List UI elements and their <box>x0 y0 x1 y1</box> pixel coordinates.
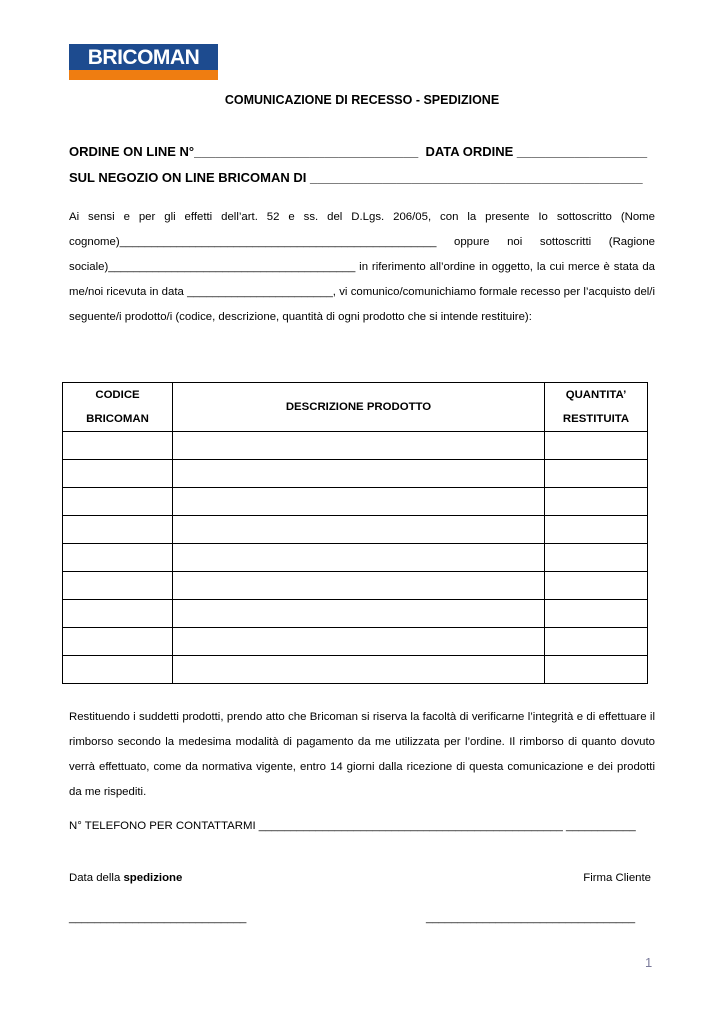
table-header-row <box>63 383 648 432</box>
table-row <box>63 460 648 488</box>
cell-descrizione[interactable] <box>173 432 545 460</box>
intro-paragraph <box>69 205 655 330</box>
refund-paragraph <box>69 705 655 805</box>
cell-codice[interactable] <box>63 572 173 600</box>
customer-signature-label: Firma Cliente <box>583 872 651 884</box>
table-row <box>63 432 648 460</box>
shipping-date-prefix: Data della <box>69 872 124 884</box>
cell-codice[interactable] <box>63 544 173 572</box>
intro-text: Ai sensi e per gli effetti dell’art. 52 e ss. del D.Lgs. 206/05, con la presente Io sottoscritto (Nome cognome)__________________________________________________ oppure noi sottoscritti (Ragione sociale)_______________________________________ in riferimento all’ordine in oggetto, la cui merce è stata da me/noi ricevuta in data _______________________, vi comunico/comunichiamo formale recesso per l’acquisto del/i seguente/i prodotto/i (codice, descrizione, quantità di ogni prodotto che si intende restituire): <box>69 211 655 323</box>
logo-orange-bar <box>69 70 218 80</box>
header-codice-line1: CODICE <box>95 389 140 401</box>
header-quantita-line1: QUANTITA’ <box>565 389 627 401</box>
cell-quantita[interactable] <box>545 656 648 684</box>
shipping-date-label <box>69 872 182 884</box>
cell-quantita[interactable] <box>545 488 648 516</box>
document-title: COMUNICAZIONE DI RECESSO - SPEDIZIONE <box>224 93 500 107</box>
cell-codice[interactable] <box>63 488 173 516</box>
cell-codice[interactable] <box>63 628 173 656</box>
cell-codice[interactable] <box>63 516 173 544</box>
phone-field-line[interactable]: N° TELEFONO PER CONTATTARMI ________________________________________________ ___________ <box>69 820 636 832</box>
cell-descrizione[interactable] <box>173 460 545 488</box>
cell-quantita[interactable] <box>545 432 648 460</box>
cell-codice[interactable] <box>63 460 173 488</box>
cell-descrizione[interactable] <box>173 544 545 572</box>
header-descrizione: DESCRIZIONE PRODOTTO <box>173 383 545 432</box>
header-quantita <box>545 383 648 432</box>
header-quantita-line2: RESTITUITA <box>562 413 630 425</box>
table-row <box>63 488 648 516</box>
products-table <box>62 382 648 684</box>
order-number-line: ORDINE ON LINE N°_______________________________ DATA ORDINE __________________ <box>69 144 648 159</box>
cell-descrizione[interactable] <box>173 488 545 516</box>
header-codice <box>63 383 173 432</box>
header-codice-line2: BRICOMAN <box>86 413 149 425</box>
cell-quantita[interactable] <box>545 628 648 656</box>
table-row <box>63 656 648 684</box>
cell-codice[interactable] <box>63 656 173 684</box>
table-row <box>63 600 648 628</box>
cell-quantita[interactable] <box>545 544 648 572</box>
cell-descrizione[interactable] <box>173 628 545 656</box>
cell-descrizione[interactable] <box>173 516 545 544</box>
cell-descrizione[interactable] <box>173 600 545 628</box>
online-shop-line: SUL NEGOZIO ON LINE BRICOMAN DI ______________________________________________ <box>69 170 643 185</box>
cell-descrizione[interactable] <box>173 572 545 600</box>
shipping-date-bold: spedizione <box>123 872 183 884</box>
page-number: 1 <box>645 955 653 970</box>
cell-codice[interactable] <box>63 600 173 628</box>
cell-quantita[interactable] <box>545 572 648 600</box>
table-row <box>63 572 648 600</box>
bricoman-logo <box>69 44 218 80</box>
cell-codice[interactable] <box>63 432 173 460</box>
cell-quantita[interactable] <box>545 460 648 488</box>
shipping-date-field[interactable]: ____________________________ <box>69 912 247 924</box>
refund-text: Restituendo i suddetti prodotti, prendo atto che Bricoman si riserva la facoltà di verificarne l’integrità e di effettuare il rimborso secondo la medesima modalità di pagamento da me utilizzata per l’ordine. Il rimborso di quanto dovuto verrà effettuato, come da normativa vigente, entro 14 giorni dalla ricezione di questa comunicazione e dei prodotti da me rispediti. <box>69 711 655 798</box>
table-row <box>63 628 648 656</box>
logo-text: BRICOMAN <box>87 46 200 69</box>
cell-quantita[interactable] <box>545 516 648 544</box>
signature-field[interactable]: _________________________________ <box>426 912 636 924</box>
table-row <box>63 516 648 544</box>
cell-descrizione[interactable] <box>173 656 545 684</box>
table-row <box>63 544 648 572</box>
cell-quantita[interactable] <box>545 600 648 628</box>
